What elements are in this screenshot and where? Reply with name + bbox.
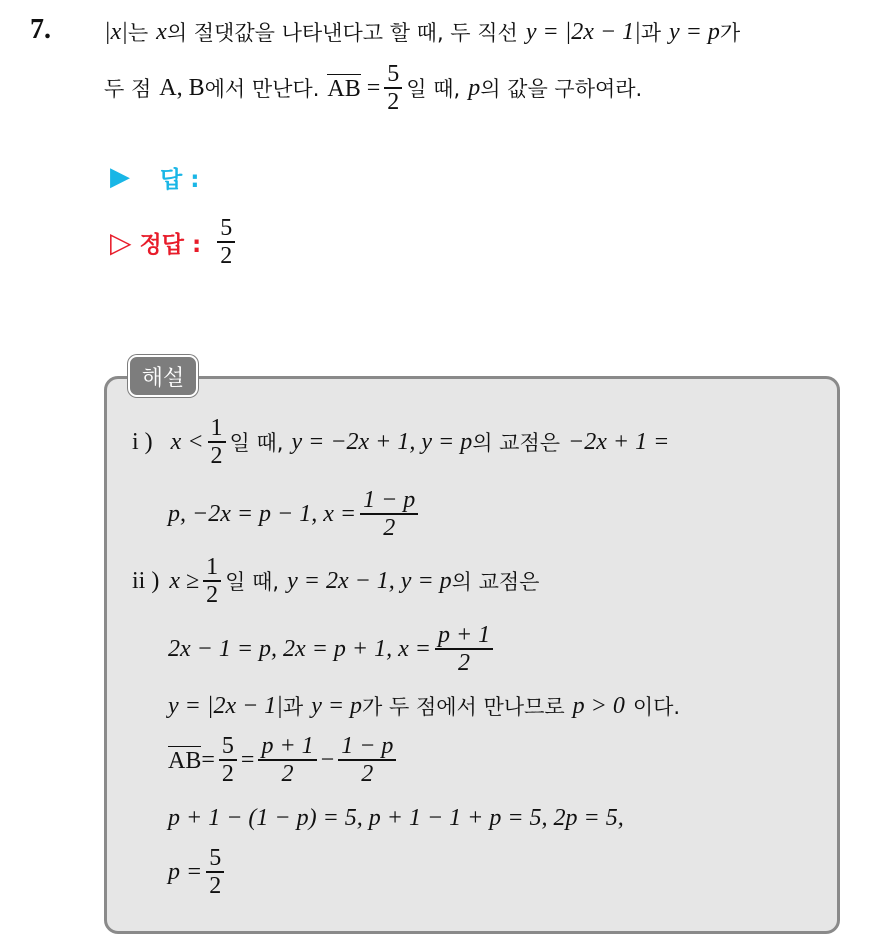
question-text: 의 값을 구하여라. [480,77,643,101]
question-text: 두 점 [104,77,152,101]
explanation-condition [168,688,680,724]
fraction-denominator: 2 [387,88,400,115]
answer-row [110,160,199,194]
math: −2x + 1 = [568,428,670,455]
abs-x: |x| [104,18,128,45]
segment-ab: AB [168,747,202,774]
explanation-case-1 [132,412,669,472]
fraction-denominator: 2 [281,760,294,787]
fraction-denominator: 2 [221,760,234,787]
explanation-case-1-cont [168,484,422,544]
explanation-text: 일 때, [229,431,284,455]
math: p + 1 − (1 − p) = 5, p + 1 − 1 + p = 5, 2p = 5, [168,804,624,831]
question-text: 의 절댓값을 나타낸다고 할 때, 두 직선 [166,21,518,45]
fraction-denominator: 2 [361,760,374,787]
fraction [360,487,418,541]
points-label: A, B [159,74,205,101]
question-text: 에서 만난다. [204,77,320,101]
answer-label: 답 : [160,166,200,193]
explanation-solve [168,800,624,836]
explanation-tab: 해설 [128,355,198,397]
case-label: ii ) [132,567,160,594]
variable-p: p [468,74,481,101]
fraction-numerator: p + 1 [261,733,314,760]
equals-sign: = [366,74,381,101]
fraction-numerator: 1 − p [341,733,394,760]
fraction-numerator: 5 [220,215,233,242]
math: y = |2x − 1| [168,692,283,719]
fraction [338,733,396,787]
equals-sign: = [240,746,255,773]
math: x < [170,428,204,455]
fraction-denominator: 2 [220,242,233,269]
fraction-numerator: 5 [387,61,400,88]
math: p > 0 [572,692,625,719]
fraction-numerator: 1 [210,415,223,442]
correct-label: 정답 : [139,231,202,258]
fraction-numerator: 1 [206,554,219,581]
fraction [435,622,493,676]
fraction [258,733,316,787]
question-text: 과 [640,21,662,45]
equals-sign: = [201,746,215,773]
fraction-denominator: 2 [209,872,222,899]
fraction [208,415,226,469]
math: y = −2x + 1, y = p [291,428,473,455]
explanation-text: 이다. [632,695,681,719]
correct-answer-row [110,212,239,272]
correct-marker-icon: ▷ [110,225,132,259]
explanation-case-2 [132,551,539,611]
answer-marker-icon: ▶ [110,162,130,192]
fraction-denominator: 2 [206,581,219,608]
question-text: 가 [719,21,741,45]
fraction-denominator: 2 [210,442,223,469]
explanation-text: 의 교점은 [451,570,540,594]
math: y = p [311,692,363,719]
fraction-numerator: 5 [209,845,222,872]
question-line-1 [104,14,740,50]
variable-x: x [156,18,167,45]
question-text: 는 [127,21,149,45]
case-label: i ) [132,428,153,455]
equation: y = p [669,18,720,45]
explanation-result [168,842,228,902]
explanation-text: 가 두 점에서 만나므로 [362,695,565,719]
explanation-text: 의 교점은 [472,431,561,455]
equation: y = |2x − 1| [525,18,641,45]
fraction [384,61,402,115]
fraction [206,845,224,899]
explanation-text: 일 때, [225,570,280,594]
minus-sign: − [320,746,335,773]
correct-fraction [217,215,235,269]
fraction-numerator: p + 1 [437,622,491,649]
math: x ≥ [169,567,200,594]
fraction [219,733,237,787]
question-text: 일 때, [406,77,461,101]
question-line-2 [104,58,642,118]
explanation-ab-equation [168,730,400,790]
segment-ab: AB [327,75,361,102]
question-number: 7. [30,14,51,45]
math: 2x − 1 = p, 2x = p + 1, x = [168,635,431,662]
math: p = [168,858,203,885]
explanation-case-2-cont [168,619,497,679]
fraction [203,554,221,608]
fraction-numerator: 1 − p [363,487,416,514]
fraction-denominator: 2 [383,514,396,541]
fraction-numerator: 5 [221,733,234,760]
math: p, −2x = p − 1, x = [168,500,357,527]
explanation-text: 과 [282,695,304,719]
fraction-denominator: 2 [458,649,471,676]
math: y = 2x − 1, y = p [287,567,452,594]
